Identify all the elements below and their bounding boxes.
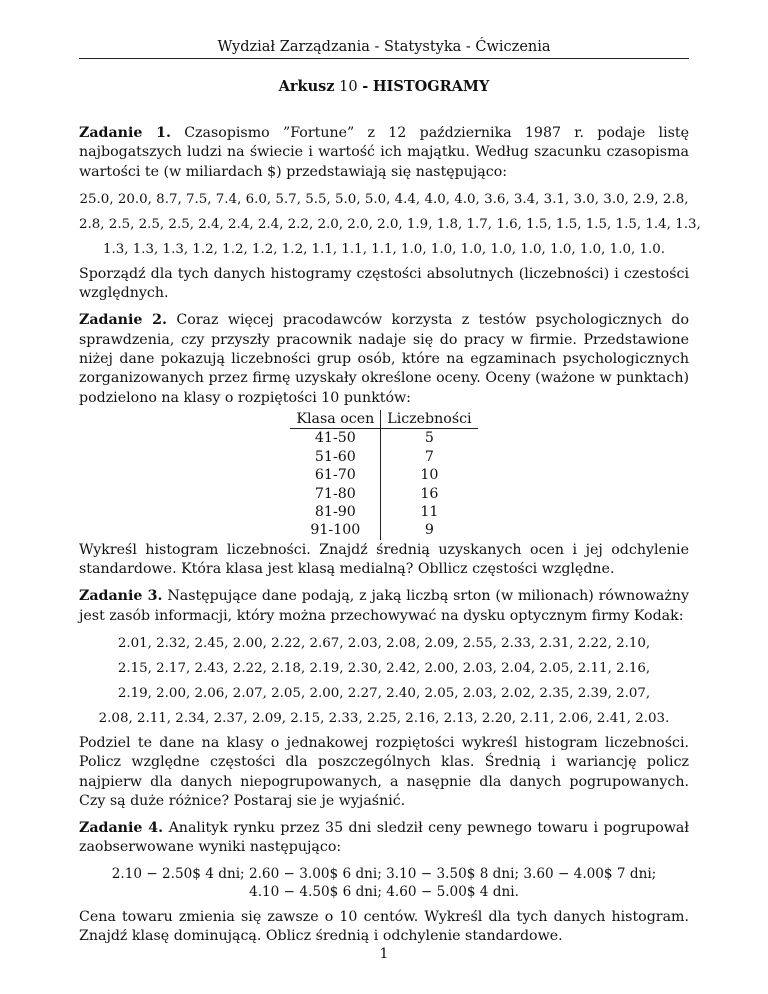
table-header-count: Liczebności xyxy=(381,410,478,429)
task4-label: Zadanie 4. xyxy=(79,820,164,837)
task4-interval-line: 4.10 − 4.50$ 6 dni; 4.60 − 5.00$ 4 dni. xyxy=(249,883,519,900)
task3-data-line: 2.08, 2.11, 2.34, 2.37, 2.09, 2.15, 2.33, 2.25, 2.16, 2.13, 2.20, 2.11, 2.06, 2.41, 2.03. xyxy=(98,711,670,726)
task4-intro xyxy=(79,819,689,858)
table-row xyxy=(290,521,477,539)
task2-intro-text: Coraz więcej pracodawców korzysta z testów psychologicznych do sprawdzenia, czy przyszły pracownik nadaje się do pracy w firmie. Przedstawione niżej dane pokazują liczebności grup osób, które na egzaminach psychologicznych zorganizowanych przez firmę uzyskały określone oceny. Oceny (ważone w punktach) podzielono na klasy o rozpiętości 10 punktów: xyxy=(79,312,689,406)
task3-label: Zadanie 3. xyxy=(79,588,163,605)
table-cell-count: 5 xyxy=(424,430,434,447)
task3-data-line: 2.01, 2.32, 2.45, 2.00, 2.22, 2.67, 2.03, 2.08, 2.09, 2.55, 2.33, 2.31, 2.22, 2.10, xyxy=(117,636,651,651)
task4-interval-line: 2.10 − 2.50$ 4 dni; 2.60 − 3.00$ 6 dni; 3.10 − 3.50$ 8 dni; 3.60 − 4.00$ 7 dni; xyxy=(111,865,657,882)
table-cell-class: 91-100 xyxy=(290,521,380,539)
task2-intro xyxy=(79,311,689,407)
task3-data-line: 2.15, 2.17, 2.43, 2.22, 2.18, 2.19, 2.30, 2.42, 2.00, 2.03, 2.04, 2.05, 2.11, 2.16, xyxy=(117,661,651,676)
task1-data-line: 2.8, 2.5, 2.5, 2.5, 2.4, 2.4, 2.4, 2.2, 2.0, 2.0, 2.0, 1.9, 1.8, 1.7, 1.6, 1.5, 1.5, 1.5, 1.5, 1.4, 1.3, xyxy=(79,216,701,232)
table-cell-class: 61-70 xyxy=(290,466,380,484)
task1-instruction: Sporządź dla tych danych histogramy częstości absolutnych (liczebności) i czestości względnych. xyxy=(79,265,689,302)
task1-data xyxy=(79,190,701,259)
task1-data-line: 1.3, 1.3, 1.3, 1.2, 1.2, 1.2, 1.2, 1.1, 1.1, 1.1, 1.0, 1.0, 1.0, 1.0, 1.0, 1.0, 1.0, 1.0, 1.0. xyxy=(102,241,666,257)
sheet-topic: HISTOGRAMY xyxy=(372,78,490,95)
table-header-class: Klasa ocen xyxy=(290,410,380,429)
task3-intro xyxy=(79,587,689,626)
page-number: 1 xyxy=(379,946,389,962)
task3-data xyxy=(79,634,689,728)
table-row xyxy=(290,503,477,521)
table-cell-class: 71-80 xyxy=(290,485,380,503)
task1-intro-text: Czasopismo ”Fortune” z 12 października 1987 r. podaje listę najbogatszych ludzi na świecie i wartość ich majątku. Według szacunku czasopisma wartości te (w miliardach $) przedstawiają się następująco: xyxy=(79,125,689,180)
task4-intervals xyxy=(79,865,689,901)
task3-intro-text: Następujące dane podają, z jaką liczbą srton (w milionach) równoważny jest zasób informacji, który można przechowywać na dysku optycznym firmy Kodak: xyxy=(79,588,689,624)
task3-data-line: 2.19, 2.00, 2.06, 2.07, 2.05, 2.00, 2.27, 2.40, 2.05, 2.03, 2.02, 2.35, 2.39, 2.07, xyxy=(117,686,651,701)
grades-frequency-table xyxy=(290,410,477,540)
table-cell-count: 11 xyxy=(420,504,439,520)
table-row xyxy=(290,466,477,484)
task1-label: Zadanie 1. xyxy=(79,125,171,141)
table-cell-count: 10 xyxy=(420,467,439,484)
table-row xyxy=(290,448,477,466)
title-dash: - xyxy=(362,78,369,95)
task1-data-line: 25.0, 20.0, 8.7, 7.5, 7.4, 6.0, 5.7, 5.5, 5.0, 5.0, 4.4, 4.0, 4.0, 3.6, 3.4, 3.1, 3.0, 3.0, 2.9, 2.8, xyxy=(79,191,689,207)
sheet-word: Arkusz xyxy=(278,78,335,95)
sheet-number: 10 xyxy=(339,79,358,95)
table-row xyxy=(290,429,477,448)
content xyxy=(79,124,701,946)
sheet-title xyxy=(79,78,689,95)
task3-instruction: Podziel te dane na klasy o jednakowej rozpiętości wykreśl histogram liczebności. Policz względne częstości dla poszczególnych klas. Średnią i wariancję policz najpierw dla danych niepogrupowanych, a nasępnie dla danych pogrupowanych. Czy są duże różnice? Postaraj sie je wyjaśnić. xyxy=(79,735,689,809)
table-cell-class: 81-90 xyxy=(290,503,380,521)
table-cell-class: 51-60 xyxy=(290,448,380,466)
running-header: Wydział Zarządzania - Statystyka - Ćwiczenia xyxy=(217,39,551,55)
table-cell-count: 9 xyxy=(424,522,434,539)
table-row xyxy=(290,485,477,503)
task4-instruction: Cena towaru zmienia się zawsze o 10 centów. Wykreśl dla tych danych histogram. Znajdź klasę dominującą. Oblicz średnią i odchylenie standardowe. xyxy=(79,908,689,945)
task2-label: Zadanie 2. xyxy=(79,312,167,329)
table-cell-count: 16 xyxy=(420,485,439,502)
task4-intro-text: Analityk rynku przez 35 dni sledził ceny pewnego towaru i pogrupował zaobserwowane wyniki następująco: xyxy=(79,820,689,856)
header-rule xyxy=(79,58,689,59)
table-cell-count: 7 xyxy=(424,448,434,465)
task2-instruction: Wykreśl histogram liczebności. Znajdź średnią uzyskanych ocen i jej odchylenie standardowe. Która klasa jest klasą medialną? Obllicz częstości względne. xyxy=(79,541,689,578)
table-cell-class: 41-50 xyxy=(290,429,380,448)
task1-intro xyxy=(79,124,689,182)
